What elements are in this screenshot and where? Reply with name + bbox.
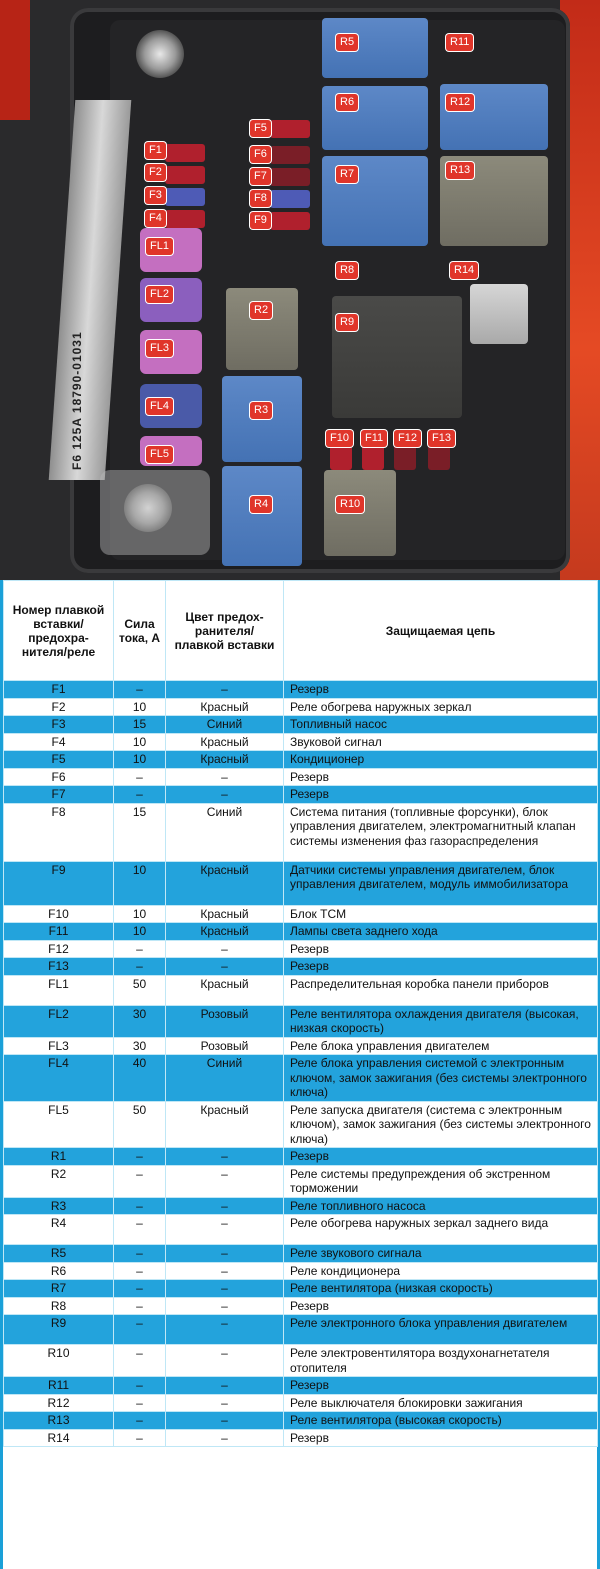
label-fl1: FL1 bbox=[146, 238, 173, 255]
cell-circuit: Топливный насос bbox=[284, 716, 598, 734]
table-row bbox=[4, 923, 598, 941]
table-body bbox=[4, 681, 598, 1447]
cell-amperage: – bbox=[114, 1394, 166, 1412]
label-r12: R12 bbox=[446, 94, 474, 111]
fuse-table bbox=[3, 580, 598, 1447]
fuse-table-container bbox=[0, 580, 600, 1569]
cell-color: – bbox=[166, 1245, 284, 1263]
cell-id: F1 bbox=[4, 681, 114, 699]
table-row bbox=[4, 1412, 598, 1430]
cell-id: F11 bbox=[4, 923, 114, 941]
cell-circuit: Кондиционер bbox=[284, 751, 598, 769]
cell-circuit: Реле блока управления системой с электронным ключом, замок зажигания (без системы электронного ключа) bbox=[284, 1055, 598, 1102]
cell-circuit: Реле блока управления двигателем bbox=[284, 1037, 598, 1055]
table-row bbox=[4, 1280, 598, 1298]
table-row bbox=[4, 940, 598, 958]
table-row bbox=[4, 1377, 598, 1395]
table-row bbox=[4, 751, 598, 769]
table-row bbox=[4, 1165, 598, 1197]
cell-color: Синий bbox=[166, 716, 284, 734]
fuse-f2-body bbox=[165, 166, 205, 184]
cell-circuit: Резерв bbox=[284, 958, 598, 976]
table-row bbox=[4, 1429, 598, 1447]
cell-color: – bbox=[166, 1215, 284, 1245]
cell-circuit: Резерв bbox=[284, 1297, 598, 1315]
label-f2: F2 bbox=[145, 164, 166, 181]
cell-amperage: – bbox=[114, 1245, 166, 1263]
table-row bbox=[4, 1345, 598, 1377]
cell-id: R9 bbox=[4, 1315, 114, 1345]
cell-circuit: Резерв bbox=[284, 768, 598, 786]
cell-amperage: – bbox=[114, 681, 166, 699]
cell-id: FL5 bbox=[4, 1101, 114, 1148]
label-f6: F6 bbox=[250, 146, 271, 163]
cell-amperage: – bbox=[114, 940, 166, 958]
fuse-f6-body bbox=[270, 146, 310, 164]
cell-color: Розовый bbox=[166, 1037, 284, 1055]
cell-color: – bbox=[166, 1345, 284, 1377]
cell-amperage: 15 bbox=[114, 803, 166, 861]
cell-color: – bbox=[166, 940, 284, 958]
cell-id: R12 bbox=[4, 1394, 114, 1412]
cell-color: Синий bbox=[166, 1055, 284, 1102]
cell-amperage: – bbox=[114, 786, 166, 804]
table-row bbox=[4, 1315, 598, 1345]
cell-color: Красный bbox=[166, 751, 284, 769]
cell-circuit: Реле выключателя блокировки зажигания bbox=[284, 1394, 598, 1412]
label-f3: F3 bbox=[145, 187, 166, 204]
cell-id: R2 bbox=[4, 1165, 114, 1197]
table-row bbox=[4, 698, 598, 716]
cell-amperage: 10 bbox=[114, 923, 166, 941]
cell-id: F10 bbox=[4, 905, 114, 923]
cell-circuit: Реле топливного насоса bbox=[284, 1197, 598, 1215]
label-f13: F13 bbox=[428, 430, 455, 447]
fuse-f9-body bbox=[270, 212, 310, 230]
cell-color: – bbox=[166, 1377, 284, 1395]
cell-color: – bbox=[166, 1197, 284, 1215]
header-circuit: Защищаемая цепь bbox=[284, 581, 598, 681]
cell-color: – bbox=[166, 1148, 284, 1166]
table-row bbox=[4, 1394, 598, 1412]
header-color: Цвет предох- ранителя/ плавкой вставки bbox=[166, 581, 284, 681]
cell-color: – bbox=[166, 1297, 284, 1315]
fuse-f8-body bbox=[270, 190, 310, 208]
cell-circuit: Резерв bbox=[284, 681, 598, 699]
cell-circuit: Реле вентилятора (низкая скорость) bbox=[284, 1280, 598, 1298]
header-amperage: Сила тока, А bbox=[114, 581, 166, 681]
label-fl5: FL5 bbox=[146, 446, 173, 463]
table-row bbox=[4, 786, 598, 804]
cell-circuit: Лампы света заднего хода bbox=[284, 923, 598, 941]
cell-color: Красный bbox=[166, 698, 284, 716]
cell-id: F6 bbox=[4, 768, 114, 786]
cell-circuit: Реле вентилятора (высокая скорость) bbox=[284, 1412, 598, 1430]
cell-amperage: – bbox=[114, 1377, 166, 1395]
relay-r2-body bbox=[226, 288, 298, 370]
label-r4: R4 bbox=[250, 496, 272, 513]
table-row bbox=[4, 1101, 598, 1148]
cell-amperage: 10 bbox=[114, 861, 166, 905]
cell-amperage: 10 bbox=[114, 905, 166, 923]
cell-id: FL2 bbox=[4, 1005, 114, 1037]
cell-id: R13 bbox=[4, 1412, 114, 1430]
cell-amperage: 50 bbox=[114, 975, 166, 1005]
cell-color: Синий bbox=[166, 803, 284, 861]
cell-id: R10 bbox=[4, 1345, 114, 1377]
label-r8: R8 bbox=[336, 262, 358, 279]
label-f5: F5 bbox=[250, 120, 271, 137]
table-row bbox=[4, 1297, 598, 1315]
label-r13: R13 bbox=[446, 162, 474, 179]
cell-color: Красный bbox=[166, 905, 284, 923]
cell-color: Красный bbox=[166, 923, 284, 941]
cell-amperage: – bbox=[114, 1262, 166, 1280]
cell-circuit: Реле системы предупреждения об экстренном торможении bbox=[284, 1165, 598, 1197]
top-bolt bbox=[136, 30, 184, 78]
cell-color: – bbox=[166, 681, 284, 699]
fuse-f7-body bbox=[270, 168, 310, 186]
cell-id: R11 bbox=[4, 1377, 114, 1395]
table-row bbox=[4, 905, 598, 923]
cell-color: – bbox=[166, 1165, 284, 1197]
table-row bbox=[4, 958, 598, 976]
cell-id: R4 bbox=[4, 1215, 114, 1245]
label-r11: R11 bbox=[446, 34, 473, 51]
cell-circuit: Датчики системы управления двигателем, блок управления двигателем, модуль иммобилизатора bbox=[284, 861, 598, 905]
header-number: Номер плавкой вставки/ предохра- нителя/реле bbox=[4, 581, 114, 681]
cell-id: R6 bbox=[4, 1262, 114, 1280]
cell-color: – bbox=[166, 1280, 284, 1298]
cell-amperage: – bbox=[114, 1165, 166, 1197]
cell-amperage: – bbox=[114, 1345, 166, 1377]
cell-id: F12 bbox=[4, 940, 114, 958]
cell-amperage: – bbox=[114, 1297, 166, 1315]
cell-color: Розовый bbox=[166, 1005, 284, 1037]
cell-circuit: Реле обогрева наружных зеркал заднего вида bbox=[284, 1215, 598, 1245]
connector-block bbox=[470, 284, 528, 344]
label-fl3: FL3 bbox=[146, 340, 173, 357]
label-r10: R10 bbox=[336, 496, 364, 513]
cell-color: – bbox=[166, 1394, 284, 1412]
fuse-f4-body bbox=[165, 210, 205, 228]
car-body-corner bbox=[0, 0, 30, 120]
cell-id: F13 bbox=[4, 958, 114, 976]
cell-amperage: 50 bbox=[114, 1101, 166, 1148]
cell-id: R14 bbox=[4, 1429, 114, 1447]
label-f7: F7 bbox=[250, 168, 271, 185]
fuse-f5-body bbox=[270, 120, 310, 138]
table-row bbox=[4, 1262, 598, 1280]
label-f8: F8 bbox=[250, 190, 271, 207]
cell-id: R8 bbox=[4, 1297, 114, 1315]
cell-color: Красный bbox=[166, 733, 284, 751]
cell-amperage: – bbox=[114, 1148, 166, 1166]
table-row bbox=[4, 681, 598, 699]
cell-amperage: – bbox=[114, 1197, 166, 1215]
cell-circuit: Реле звукового сигнала bbox=[284, 1245, 598, 1263]
table-row bbox=[4, 1197, 598, 1215]
cell-color: – bbox=[166, 1429, 284, 1447]
cell-id: F7 bbox=[4, 786, 114, 804]
cell-color: Красный bbox=[166, 975, 284, 1005]
fuse-f1-body bbox=[165, 144, 205, 162]
cell-circuit: Звуковой сигнал bbox=[284, 733, 598, 751]
cell-circuit: Реле запуска двигателя (система с электронным ключом), замок зажигания (без системы электронного ключа) bbox=[284, 1101, 598, 1148]
label-f11: F11 bbox=[361, 430, 387, 447]
busbar-text: F6 125A 18790-01031 bbox=[70, 331, 84, 470]
cell-id: F3 bbox=[4, 716, 114, 734]
cell-circuit: Реле электронного блока управления двигателем bbox=[284, 1315, 598, 1345]
cell-amperage: 10 bbox=[114, 733, 166, 751]
label-r14: R14 bbox=[450, 262, 478, 279]
cell-circuit: Реле электровентилятора воздухонагнетателя отопителя bbox=[284, 1345, 598, 1377]
table-row bbox=[4, 1055, 598, 1102]
relay-r3-body bbox=[222, 376, 302, 462]
table-row bbox=[4, 733, 598, 751]
cell-circuit: Реле вентилятора охлаждения двигателя (высокая, низкая скорость) bbox=[284, 1005, 598, 1037]
cell-circuit: Блок TCM bbox=[284, 905, 598, 923]
cell-circuit: Резерв bbox=[284, 1377, 598, 1395]
relay-r4-body bbox=[222, 466, 302, 566]
table-row bbox=[4, 1037, 598, 1055]
cell-id: FL3 bbox=[4, 1037, 114, 1055]
cell-circuit: Резерв bbox=[284, 786, 598, 804]
table-row bbox=[4, 1215, 598, 1245]
cell-id: R5 bbox=[4, 1245, 114, 1263]
table-row bbox=[4, 1005, 598, 1037]
cell-id: F9 bbox=[4, 861, 114, 905]
table-row bbox=[4, 1148, 598, 1166]
label-f12: F12 bbox=[394, 430, 421, 447]
table-row bbox=[4, 803, 598, 861]
cell-amperage: – bbox=[114, 1215, 166, 1245]
cell-amperage: 40 bbox=[114, 1055, 166, 1102]
label-r5: R5 bbox=[336, 34, 358, 51]
label-fl4: FL4 bbox=[146, 398, 173, 415]
table-row bbox=[4, 1245, 598, 1263]
cell-color: – bbox=[166, 1412, 284, 1430]
cell-color: – bbox=[166, 1315, 284, 1345]
relay-r10-body bbox=[324, 470, 396, 556]
table-row bbox=[4, 861, 598, 905]
cell-circuit: Реле обогрева наружных зеркал bbox=[284, 698, 598, 716]
cell-amperage: 10 bbox=[114, 751, 166, 769]
cell-id: F8 bbox=[4, 803, 114, 861]
cell-id: R1 bbox=[4, 1148, 114, 1166]
label-fl2: FL2 bbox=[146, 286, 173, 303]
cell-amperage: – bbox=[114, 1315, 166, 1345]
label-f9: F9 bbox=[250, 212, 271, 229]
cell-color: – bbox=[166, 958, 284, 976]
label-r2: R2 bbox=[250, 302, 272, 319]
label-f4: F4 bbox=[145, 210, 166, 227]
cell-circuit: Резерв bbox=[284, 1429, 598, 1447]
table-row bbox=[4, 768, 598, 786]
cell-id: R7 bbox=[4, 1280, 114, 1298]
fuse-f3-body bbox=[165, 188, 205, 206]
cell-amperage: – bbox=[114, 958, 166, 976]
fuse-box-photo bbox=[0, 0, 600, 580]
cell-circuit: Резерв bbox=[284, 940, 598, 958]
cell-color: – bbox=[166, 1262, 284, 1280]
label-r3: R3 bbox=[250, 402, 272, 419]
cell-color: Красный bbox=[166, 1101, 284, 1148]
cell-circuit: Система питания (топливные форсунки), блок управления двигателем, электромагнитный клапан системы изменения фаз газораспределения bbox=[284, 803, 598, 861]
bottom-bracket bbox=[100, 470, 210, 555]
cell-amperage: 10 bbox=[114, 698, 166, 716]
cell-id: FL4 bbox=[4, 1055, 114, 1102]
cell-amperage: – bbox=[114, 768, 166, 786]
label-r9: R9 bbox=[336, 314, 358, 331]
label-f10: F10 bbox=[326, 430, 353, 447]
label-f1: F1 bbox=[145, 142, 166, 159]
cell-id: F4 bbox=[4, 733, 114, 751]
cell-color: – bbox=[166, 768, 284, 786]
cell-amperage: 30 bbox=[114, 1037, 166, 1055]
label-r6: R6 bbox=[336, 94, 358, 111]
cell-amperage: – bbox=[114, 1412, 166, 1430]
cell-amperage: – bbox=[114, 1280, 166, 1298]
table-row bbox=[4, 716, 598, 734]
cell-amperage: 15 bbox=[114, 716, 166, 734]
cell-id: FL1 bbox=[4, 975, 114, 1005]
cell-circuit: Реле кондиционера bbox=[284, 1262, 598, 1280]
cell-id: F2 bbox=[4, 698, 114, 716]
cell-color: – bbox=[166, 786, 284, 804]
cell-color: Красный bbox=[166, 861, 284, 905]
cell-id: R3 bbox=[4, 1197, 114, 1215]
table-row bbox=[4, 975, 598, 1005]
cell-amperage: – bbox=[114, 1429, 166, 1447]
cell-id: F5 bbox=[4, 751, 114, 769]
cell-amperage: 30 bbox=[114, 1005, 166, 1037]
cell-circuit: Резерв bbox=[284, 1148, 598, 1166]
cell-circuit: Распределительная коробка панели приборов bbox=[284, 975, 598, 1005]
label-r7: R7 bbox=[336, 166, 358, 183]
